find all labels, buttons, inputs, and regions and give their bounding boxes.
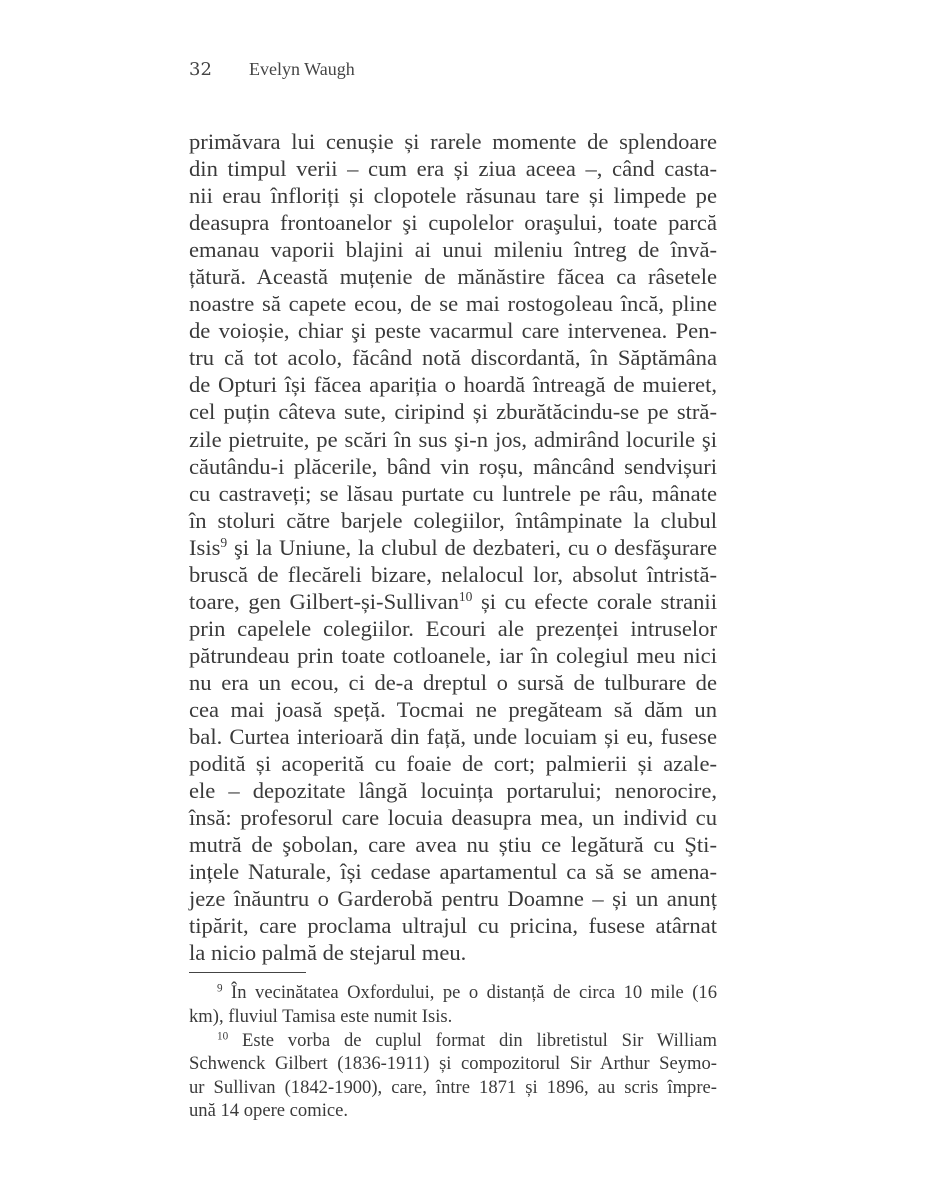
text-line: tipărit, care proclama ultrajul cu pricina, fusese atârnat: [189, 913, 717, 939]
text-line: podită și acoperită cu foaie de cort; palmierii și azale-: [189, 751, 717, 777]
body-text: [189, 128, 717, 966]
footnote-marker: 9: [217, 982, 223, 995]
text-line: nu era un ecou, ci de-a dreptul o sursă de tulburare de: [189, 669, 717, 695]
text-line: Isis$^9$ şi la Uniune, la clubul de dezbateri, cu o desfăşurare: [189, 534, 717, 560]
text-line: bal. Curtea interioară din față, unde locuiam și eu, fusese: [189, 724, 717, 750]
footnote-marker: 10: [217, 1029, 229, 1042]
running-head: [189, 56, 717, 82]
text-line: cu castraveți; se lăsau purtate cu luntrele pe râu, mânate: [189, 480, 717, 506]
text-line: tru că tot acolo, făcând notă discordantă, în Săptămâna: [189, 345, 717, 371]
footnote-line: Schwenck Gilbert (1836-1911) și compozitorul Sir Arthur Seymo-: [189, 1053, 717, 1075]
footnote-separator: [189, 972, 306, 973]
text-line: bruscă de flecăreli bizare, nelalocul lor, absolut întristă-: [189, 561, 717, 587]
text-line: mutră de şobolan, care avea nu știu ce legătură cu Şti-: [189, 832, 717, 858]
footnote: [189, 981, 717, 1028]
text-line: emanau vaporii blajini ai unui mileniu întreg de învă-: [189, 237, 717, 263]
footnote: [189, 1029, 717, 1123]
text-line: de voioșie, chiar şi peste vacarmul care intervenea. Pen-: [189, 318, 717, 344]
footnote-line: km), fluviul Tamisa este numit Isis.: [189, 1006, 453, 1028]
footnote-line: ună 14 opere comice.: [189, 1100, 349, 1122]
footnote-line: $^9$ În vecinătatea Oxfordului, pe o distanță de circa 10 mile (16: [217, 982, 717, 1004]
footnote-line: $^{10}$ Este vorba de cuplul format din libretistul Sir William: [217, 1029, 717, 1051]
text-line: de Opturi își făcea apariția o hoardă întreagă de muieret,: [189, 372, 717, 398]
footnote-reference[interactable]: 9: [220, 534, 228, 550]
text-line: țătură. Această muțenie de mănăstire făcea ca râsetele: [189, 264, 717, 290]
text-line: căutându-i plăcerile, bând vin roșu, mâncând sendvișuri: [189, 453, 717, 479]
text-line: ele – depozitate lângă locuința portarului; nenorocire,: [189, 778, 717, 804]
text-line: cel puțin câteva sute, ciripind și zburătăcindu-se pe stră-: [189, 399, 717, 425]
footnotes: [189, 981, 717, 1123]
text-line: primăvara lui cenușie și rarele momente de splendoare: [189, 129, 717, 154]
text-line: noastre să capete ecou, de se mai rostogoleau încă, pline: [189, 291, 717, 317]
text-line: la nicio palmă de stejarul meu.: [189, 940, 467, 966]
text-line: cea mai joasă speță. Tocmai ne pregăteam să dăm un: [189, 696, 717, 722]
text-line: ințele Naturale, își cedase apartamentul ca să se amena-: [189, 859, 717, 885]
author-name: Evelyn Waugh: [249, 59, 355, 79]
text-line: prin capelele colegiilor. Ecouri ale prezenței intruselor: [189, 615, 717, 641]
text-line: zile pietruite, pe scări în sus şi-n jos, admirând locurile şi: [189, 426, 717, 452]
text-line: jeze înăuntru o Garderobă pentru Doamne – și un anunț: [189, 886, 717, 912]
footnote-reference[interactable]: 10: [458, 588, 473, 604]
text-line: însă: profesorul care locuia deasupra mea, un individ cu: [189, 805, 717, 831]
book-page: [189, 56, 717, 1123]
page-number: 32: [189, 59, 212, 80]
text-line: pătrundeau prin toate cotloanele, iar în colegiul meu nici: [189, 642, 717, 668]
text-line: nii erau înfloriți și clopotele răsunau tare și limpede pe: [189, 183, 717, 209]
footnote-line: ur Sullivan (1842-1900), care, între 1871 și 1896, au scris împre-: [189, 1076, 717, 1098]
text-line: în stoluri către barjele colegiilor, întâmpinate la clubul: [189, 507, 717, 533]
text-line: din timpul verii – cum era și ziua aceea –, când casta-: [189, 156, 717, 182]
text-line: deasupra frontoanelor şi cupolelor oraşului, toate parcă: [189, 210, 717, 236]
text-line: toare, gen Gilbert-și-Sullivan$^{10}$ și cu efecte corale stranii: [189, 588, 717, 614]
